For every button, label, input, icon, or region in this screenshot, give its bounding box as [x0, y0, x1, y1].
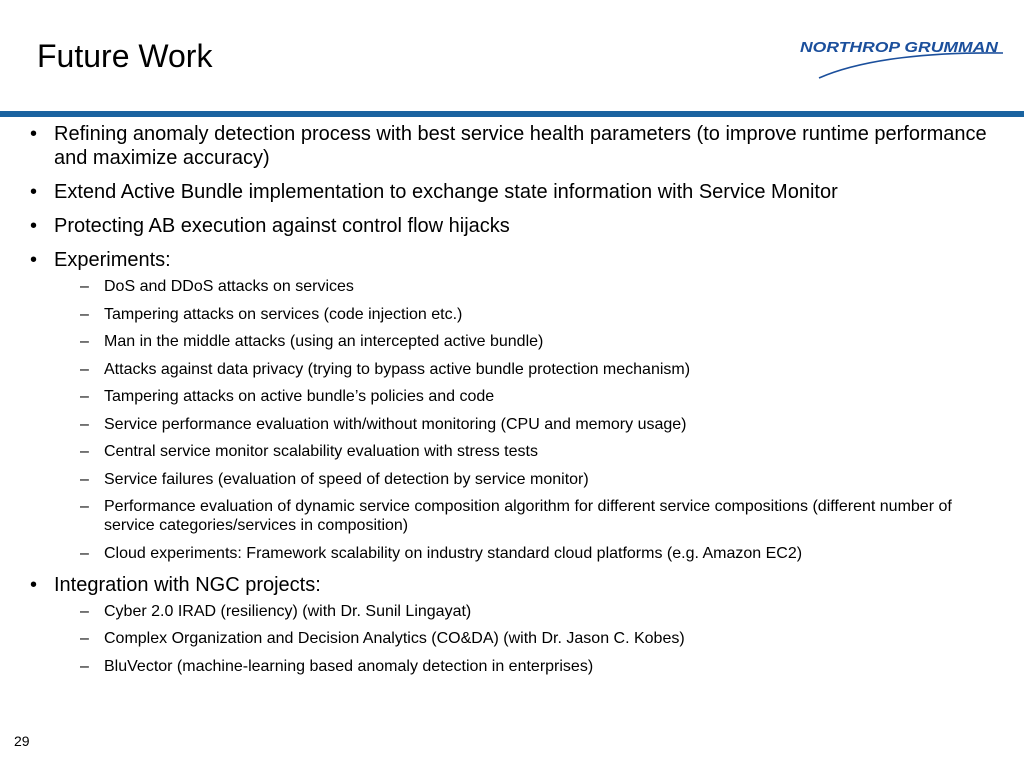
sub-bullet-marker: – [80, 630, 89, 647]
sub-bullet-text: Tampering attacks on services (code injection etc.) [104, 305, 463, 323]
sub-bullet-marker: – [80, 388, 89, 405]
sub-bullet-marker: – [80, 470, 89, 488]
sub-bullet-marker: – [80, 602, 89, 620]
bullet-text: Integration with NGC projects: [54, 573, 321, 596]
bullet-item [30, 248, 1005, 272]
sub-bullet-item [80, 470, 1005, 489]
sub-bullet-text: DoS and DDoS attacks on services [104, 278, 354, 295]
sub-bullet-text: Performance evaluation of dynamic service composition algorithm for different service compositions (different number of service categories/services in composition) [104, 498, 952, 534]
header-rule [0, 111, 1024, 117]
sub-bullet-marker: – [80, 333, 89, 350]
bullet-text: Experiments: [54, 249, 171, 271]
bullet-marker: • [30, 215, 38, 237]
bullet-marker: • [30, 573, 38, 596]
sub-bullet-text: Man in the middle attacks (using an intercepted active bundle) [104, 333, 544, 350]
sub-bullet-item [80, 602, 1005, 621]
northrop-grumman-logo [795, 30, 1005, 85]
bullet-list [30, 122, 1005, 676]
bullet-marker: • [30, 123, 38, 145]
bullet-item [30, 573, 1005, 597]
sub-bullet-item [80, 544, 1005, 563]
sub-bullet-item [80, 277, 1005, 296]
sub-bullet-text: Complex Organization and Decision Analytics (CO&DA) (with Dr. Jason C. Kobes) [104, 630, 685, 647]
sub-bullet-item [80, 657, 1005, 676]
sub-bullet-marker: – [80, 498, 89, 515]
sub-bullet-marker: – [80, 278, 89, 295]
sub-bullet-text: BluVector (machine-learning based anomaly detection in enterprises) [104, 657, 594, 675]
bullet-marker: • [30, 181, 38, 203]
page-number: 29 [14, 733, 30, 749]
sub-bullet-item [80, 442, 1005, 461]
sub-bullet-text: Tampering attacks on active bundle’s policies and code [104, 388, 495, 405]
sub-bullet-marker: – [80, 544, 89, 562]
sub-bullet-item [80, 629, 1005, 648]
sub-bullet-marker: – [80, 657, 89, 675]
sub-bullet-marker: – [80, 360, 89, 378]
logo-swoosh [819, 53, 1003, 78]
bullet-text: Protecting AB execution against control flow hijacks [54, 215, 510, 237]
sub-bullet-item [80, 305, 1005, 324]
sub-bullet-text: Service performance evaluation with/without monitoring (CPU and memory usage) [104, 415, 687, 433]
sub-bullet-text: Cyber 2.0 IRAD (resiliency) (with Dr. Sunil Lingayat) [104, 602, 472, 620]
bullet-text: Refining anomaly detection process with best service health parameters (to improve runtime performance and maximize accuracy) [54, 123, 987, 169]
bullet-item [30, 122, 1005, 170]
sub-bullet-text: Attacks against data privacy (trying to bypass active bundle protection mechanism) [104, 360, 691, 378]
sub-bullet-item [80, 387, 1005, 406]
sub-bullet-text: Cloud experiments: Framework scalability on industry standard cloud platforms (e.g. Amazon EC2) [104, 544, 803, 562]
sub-bullet-marker: – [80, 443, 89, 460]
bullet-item [30, 180, 1005, 204]
bullet-marker: • [30, 249, 38, 271]
sub-bullet-item [80, 332, 1005, 351]
slide-title: Future Work [37, 38, 213, 74]
sub-bullet-text: Service failures (evaluation of speed of detection by service monitor) [104, 470, 589, 488]
sub-bullet-item [80, 360, 1005, 379]
bullet-item [30, 214, 1005, 238]
bullet-text: Extend Active Bundle implementation to exchange state information with Service Monitor [54, 181, 838, 203]
sub-bullet-marker: – [80, 305, 89, 323]
logo-wordmark: NORTHROP GRUMMAN [800, 39, 1000, 56]
sub-bullet-marker: – [80, 415, 89, 433]
sub-bullet-item [80, 497, 1005, 535]
sub-bullet-item [80, 415, 1005, 434]
sub-bullet-text: Central service monitor scalability evaluation with stress tests [104, 443, 538, 460]
